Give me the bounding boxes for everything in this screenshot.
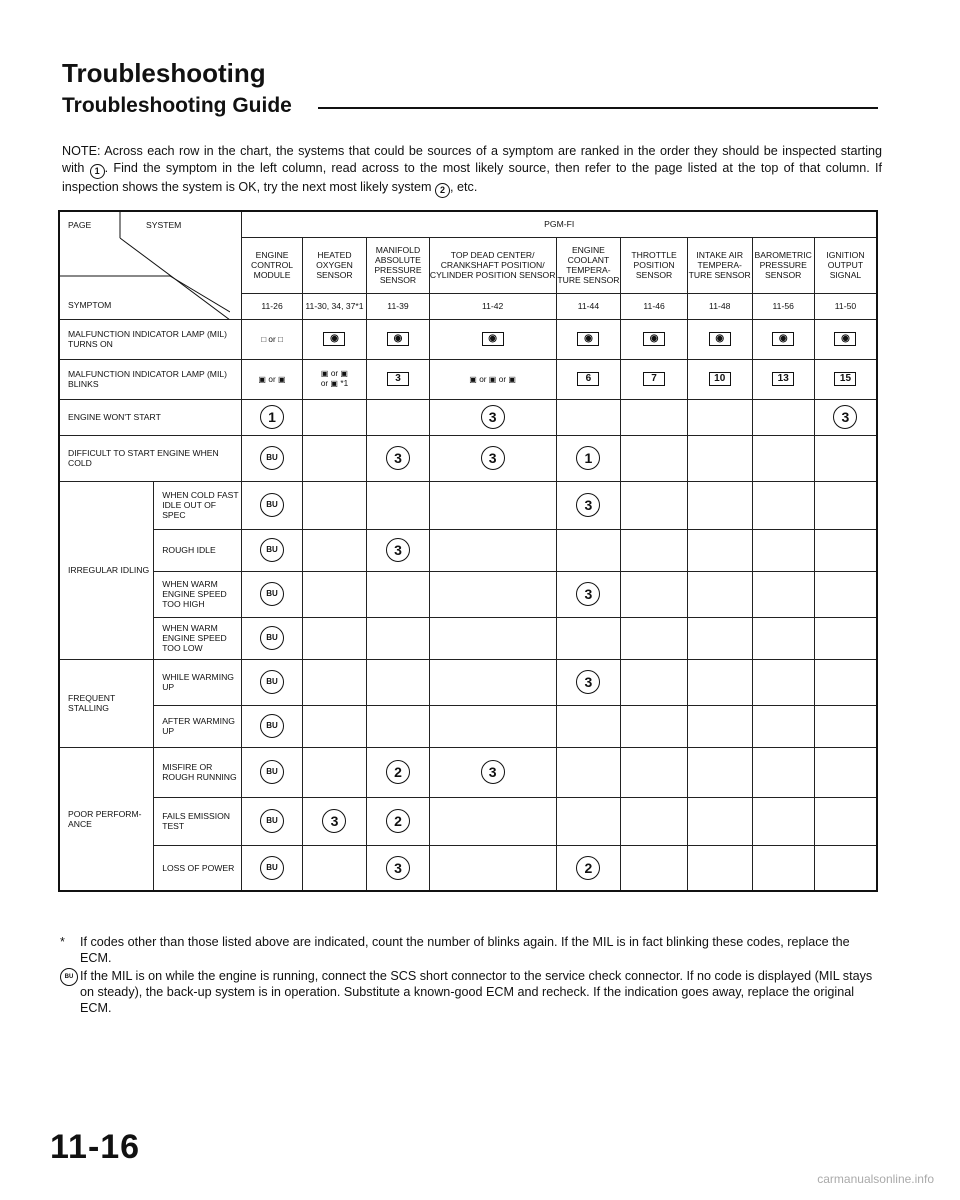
system-header: BAROMETRIC PRESSURE SENSOR <box>752 237 814 293</box>
rank-cell <box>429 529 556 571</box>
rank-cell <box>367 481 429 529</box>
page-number: 11-16 <box>50 1128 141 1166</box>
rank-cell <box>302 529 367 571</box>
rank-cell <box>367 571 429 617</box>
rank-cell <box>242 797 302 845</box>
mil-on-cell <box>752 319 814 359</box>
symptom-sub-label: WHEN WARM ENGINE SPEED TOO LOW <box>154 617 242 659</box>
footnote-bu-text: If the MIL is on while the engine is running, connect the SCS short connector to the service check connector. If no code is displayed (MIL stays on steady), the back-up system is in operation. Substitute a known-good ECM and recheck. If the indication goes away, replace the original ECM. <box>80 969 873 1015</box>
rank-3-icon: 3 <box>481 405 505 429</box>
rank-cell <box>752 747 814 797</box>
rank-cell <box>621 481 688 529</box>
rank-cell <box>752 797 814 845</box>
rank-3-icon: 3 <box>576 493 600 517</box>
symptom-row <box>59 435 877 481</box>
rank-cell <box>302 571 367 617</box>
rank-cell <box>367 845 429 891</box>
rank-cell <box>556 399 621 435</box>
rank-cell <box>242 845 302 891</box>
system-header: INTAKE AIR TEMPERA- TURE SENSOR <box>687 237 752 293</box>
rank-cell <box>429 797 556 845</box>
rank-cell <box>242 481 302 529</box>
rank-cell <box>814 659 877 705</box>
rank-cell <box>242 747 302 797</box>
rank-cell <box>429 845 556 891</box>
rank-cell <box>429 399 556 435</box>
note-text-3: , etc. <box>450 180 478 194</box>
rank-cell <box>621 529 688 571</box>
system-header: ENGINE COOLANT TEMPERA- TURE SENSOR <box>556 237 621 293</box>
rank-cell <box>367 399 429 435</box>
engine-check-icon: ◉ <box>482 332 504 346</box>
rank-cell <box>752 571 814 617</box>
system-page-ref: 11-26 <box>242 293 302 319</box>
rank-cell <box>367 617 429 659</box>
rank-cell <box>556 705 621 747</box>
asterisk-mark: * <box>60 935 65 949</box>
bu-mark-icon: BU <box>60 968 78 986</box>
engine-check-icon: ◉ <box>643 332 665 346</box>
rank-cell <box>814 481 877 529</box>
blink-code-icon: 3 <box>387 372 409 386</box>
circled-2-icon: 2 <box>435 183 450 198</box>
symptom-sub-label: MISFIRE OR ROUGH RUNNING <box>154 747 242 797</box>
rank-cell <box>302 659 367 705</box>
title-rule <box>318 107 878 109</box>
system-page-ref: 11-46 <box>621 293 688 319</box>
mil-on-cell <box>687 319 752 359</box>
rank-cell <box>621 705 688 747</box>
rank-cell <box>302 617 367 659</box>
mil-on-cell <box>429 319 556 359</box>
engine-check-icon: ◉ <box>834 332 856 346</box>
blink-code-icon: 10 <box>709 372 731 386</box>
rank-cell <box>621 659 688 705</box>
rank-cell <box>752 659 814 705</box>
rank-cell <box>752 399 814 435</box>
rank-cell <box>242 705 302 747</box>
symptom-row <box>59 399 877 435</box>
symptom-label: DIFFICULT TO START ENGINE WHEN COLD <box>59 435 242 481</box>
rank-cell <box>687 659 752 705</box>
rank-cell <box>302 435 367 481</box>
mil-on-ecm-cell <box>242 319 302 359</box>
rank-cell <box>687 399 752 435</box>
rank-cell <box>242 617 302 659</box>
blink-code: or ▣ *1 <box>320 379 349 388</box>
blink-code-icon: 13 <box>772 372 794 386</box>
symptom-sub-label: WHEN WARM ENGINE SPEED TOO HIGH <box>154 571 242 617</box>
rank-cell <box>687 617 752 659</box>
footnote-bu <box>62 968 878 1016</box>
rank-cell <box>621 797 688 845</box>
rank-cell <box>687 529 752 571</box>
symptom-row <box>59 571 877 617</box>
rank-2-icon: 2 <box>576 856 600 880</box>
engine-check-icon: ◉ <box>387 332 409 346</box>
rank-cell <box>367 529 429 571</box>
mil-blink-cell <box>556 359 621 399</box>
rank-cell <box>752 617 814 659</box>
rank-cell <box>687 747 752 797</box>
symptom-sub-label: LOSS OF POWER <box>154 845 242 891</box>
rank-cell <box>752 705 814 747</box>
symptom-group-label: POOR PERFORM- ANCE <box>59 747 154 891</box>
rank-cell <box>687 845 752 891</box>
system-header: TOP DEAD CENTER/ CRANKSHAFT POSITION/ CYLINDER POSITION SENSOR <box>429 237 556 293</box>
rank-cell <box>814 529 877 571</box>
symptom-row <box>59 659 877 705</box>
rank-cell <box>302 747 367 797</box>
rank-3-icon: 3 <box>833 405 857 429</box>
system-page-ref: 11-48 <box>687 293 752 319</box>
backup-bu-icon: BU <box>260 626 284 650</box>
rank-3-icon: 3 <box>386 856 410 880</box>
backup-bu-icon: BU <box>260 493 284 517</box>
engine-check-icon: ◉ <box>577 332 599 346</box>
blink-code: ▣ or ▣ <box>320 369 349 378</box>
rank-cell <box>556 435 621 481</box>
rank-cell <box>814 747 877 797</box>
mil-blink-cell <box>429 359 556 399</box>
rank-cell <box>242 529 302 571</box>
rank-cell <box>367 747 429 797</box>
backup-bu-icon: BU <box>260 446 284 470</box>
symptom-group-label: FREQUENT STALLING <box>59 659 154 747</box>
mil-on-cell <box>367 319 429 359</box>
rank-cell <box>556 845 621 891</box>
system-header: MANIFOLD ABSOLUTE PRESSURE SENSOR <box>367 237 429 293</box>
rank-3-icon: 3 <box>386 538 410 562</box>
symptom-sub-label: FAILS EMISSION TEST <box>154 797 242 845</box>
rank-cell <box>687 481 752 529</box>
engine-check-icon: ◉ <box>323 332 345 346</box>
rank-cell <box>367 797 429 845</box>
rank-cell <box>752 529 814 571</box>
symptom-label: ENGINE WON'T START <box>59 399 242 435</box>
rank-cell <box>242 399 302 435</box>
symptom-group-label: IRREGULAR IDLING <box>59 481 154 659</box>
engine-check-icon: ◉ <box>772 332 794 346</box>
system-header: IGNITION OUTPUT SIGNAL <box>814 237 877 293</box>
watermark: carmanualsonline.info <box>817 1172 934 1186</box>
symptom-row <box>59 617 877 659</box>
note-paragraph <box>62 143 882 198</box>
symptom-row <box>59 845 877 891</box>
rank-cell <box>752 845 814 891</box>
rank-cell <box>621 747 688 797</box>
footnote-star <box>62 934 878 966</box>
rank-3-icon: 3 <box>576 670 600 694</box>
rank-1-icon: 1 <box>576 446 600 470</box>
corner-system-label: SYSTEM <box>146 220 182 230</box>
system-header: THROTTLE POSITION SENSOR <box>621 237 688 293</box>
mil-on-cell <box>621 319 688 359</box>
mil-blink-cell <box>621 359 688 399</box>
symptom-row <box>59 481 877 529</box>
symptom-sub-label: WHILE WARMING UP <box>154 659 242 705</box>
rank-cell <box>814 617 877 659</box>
rank-cell <box>621 399 688 435</box>
mil-blink-cell <box>367 359 429 399</box>
rank-cell <box>814 797 877 845</box>
mil-on-cell <box>302 319 367 359</box>
note-text-1: NOTE: Across each row in the chart, the systems that could be sources of a symptom are ranked in the order they should be inspected starting with <box>62 144 882 175</box>
rank-cell <box>814 399 877 435</box>
mil-blink-ecm-cell <box>242 359 302 399</box>
rank-cell <box>814 845 877 891</box>
system-page-ref: 11-44 <box>556 293 621 319</box>
note-text-2: . Find the symptom in the left column, read across to the most likely source, then refer to the page listed at the top of that column. If inspection shows the system is OK, try the next most likely system <box>62 161 882 194</box>
system-page-ref: 11-50 <box>814 293 877 319</box>
rank-cell <box>242 435 302 481</box>
system-page-ref: 11-56 <box>752 293 814 319</box>
rank-cell <box>556 659 621 705</box>
footnote-star-text: If codes other than those listed above are indicated, count the number of blinks again. If the MIL is in fact blinking these codes, replace the ECM. <box>80 935 850 965</box>
rank-3-icon: 3 <box>481 760 505 784</box>
rank-cell <box>302 705 367 747</box>
symptom-row <box>59 705 877 747</box>
rank-cell <box>302 845 367 891</box>
rank-cell <box>621 617 688 659</box>
blink-code: ▣ or ▣ or ▣ <box>469 374 517 384</box>
circled-1-icon: 1 <box>90 164 105 179</box>
blink-code-icon: 6 <box>577 372 599 386</box>
mil-blink-cell <box>752 359 814 399</box>
rank-3-icon: 3 <box>386 446 410 470</box>
rank-cell <box>621 571 688 617</box>
backup-bu-icon: BU <box>260 809 284 833</box>
mil-on-cell <box>556 319 621 359</box>
corner-page-label: PAGE <box>68 220 92 230</box>
mil-blink-cell <box>814 359 877 399</box>
pgm-fi-group-header: PGM-FI <box>242 211 877 237</box>
rank-cell <box>429 571 556 617</box>
rank-cell <box>302 797 367 845</box>
mil-code-indicator: □ or □ <box>261 334 283 344</box>
rank-cell <box>752 435 814 481</box>
rank-cell <box>814 705 877 747</box>
blink-code-icon: 7 <box>643 372 665 386</box>
blink-code: ▣ or ▣ <box>258 374 286 384</box>
backup-bu-icon: BU <box>260 856 284 880</box>
rank-2-icon: 2 <box>386 809 410 833</box>
blink-code-icon: 15 <box>834 372 856 386</box>
rank-cell <box>621 845 688 891</box>
rank-cell <box>814 571 877 617</box>
rank-cell <box>367 435 429 481</box>
rank-cell <box>242 571 302 617</box>
rank-cell <box>687 435 752 481</box>
rank-3-icon: 3 <box>322 809 346 833</box>
backup-bu-icon: BU <box>260 670 284 694</box>
rank-2-icon: 2 <box>386 760 410 784</box>
system-header: ENGINE CONTROL MODULE <box>242 237 302 293</box>
section-title: Troubleshooting Guide <box>62 94 292 117</box>
mil-blinks-label: MALFUNCTION INDICATOR LAMP (MIL) BLINKS <box>59 359 242 399</box>
rank-cell <box>367 659 429 705</box>
symptom-sub-label: AFTER WARMING UP <box>154 705 242 747</box>
symptom-row <box>59 797 877 845</box>
symptom-sub-label: ROUGH IDLE <box>154 529 242 571</box>
rank-cell <box>429 659 556 705</box>
rank-cell <box>302 399 367 435</box>
mil-blink-ho2s-cell <box>302 359 367 399</box>
symptom-sub-label: WHEN COLD FAST IDLE OUT OF SPEC <box>154 481 242 529</box>
system-page-ref: 11-42 <box>429 293 556 319</box>
rank-cell <box>242 659 302 705</box>
rank-cell <box>429 747 556 797</box>
rank-1-icon: 1 <box>260 405 284 429</box>
rank-cell <box>429 435 556 481</box>
mil-blink-cell <box>687 359 752 399</box>
rank-cell <box>429 705 556 747</box>
rank-cell <box>429 481 556 529</box>
rank-cell <box>752 481 814 529</box>
rank-cell <box>687 705 752 747</box>
rank-cell <box>556 481 621 529</box>
rank-3-icon: 3 <box>481 446 505 470</box>
rank-cell <box>556 797 621 845</box>
troubleshooting-table <box>58 210 878 892</box>
page-title: Troubleshooting <box>62 58 266 88</box>
symptom-row <box>59 747 877 797</box>
system-page-ref: 11-39 <box>367 293 429 319</box>
rank-cell <box>556 571 621 617</box>
rank-3-icon: 3 <box>576 582 600 606</box>
symptom-row <box>59 529 877 571</box>
backup-bu-icon: BU <box>260 760 284 784</box>
rank-cell <box>302 481 367 529</box>
rank-cell <box>556 747 621 797</box>
rank-cell <box>556 529 621 571</box>
backup-bu-icon: BU <box>260 538 284 562</box>
rank-cell <box>367 705 429 747</box>
rank-cell <box>556 617 621 659</box>
engine-check-icon: ◉ <box>709 332 731 346</box>
rank-cell <box>687 797 752 845</box>
rank-cell <box>814 435 877 481</box>
system-page-ref: 11-30, 34, 37*1 <box>302 293 367 319</box>
mil-on-cell <box>814 319 877 359</box>
backup-bu-icon: BU <box>260 582 284 606</box>
system-header: HEATED OXYGEN SENSOR <box>302 237 367 293</box>
corner-header <box>59 211 242 319</box>
backup-bu-icon: BU <box>260 714 284 738</box>
rank-cell <box>621 435 688 481</box>
rank-cell <box>429 617 556 659</box>
corner-symptom-label: SYMPTOM <box>68 300 112 310</box>
mil-on-label: MALFUNCTION INDICATOR LAMP (MIL) TURNS ON <box>59 319 242 359</box>
rank-cell <box>687 571 752 617</box>
